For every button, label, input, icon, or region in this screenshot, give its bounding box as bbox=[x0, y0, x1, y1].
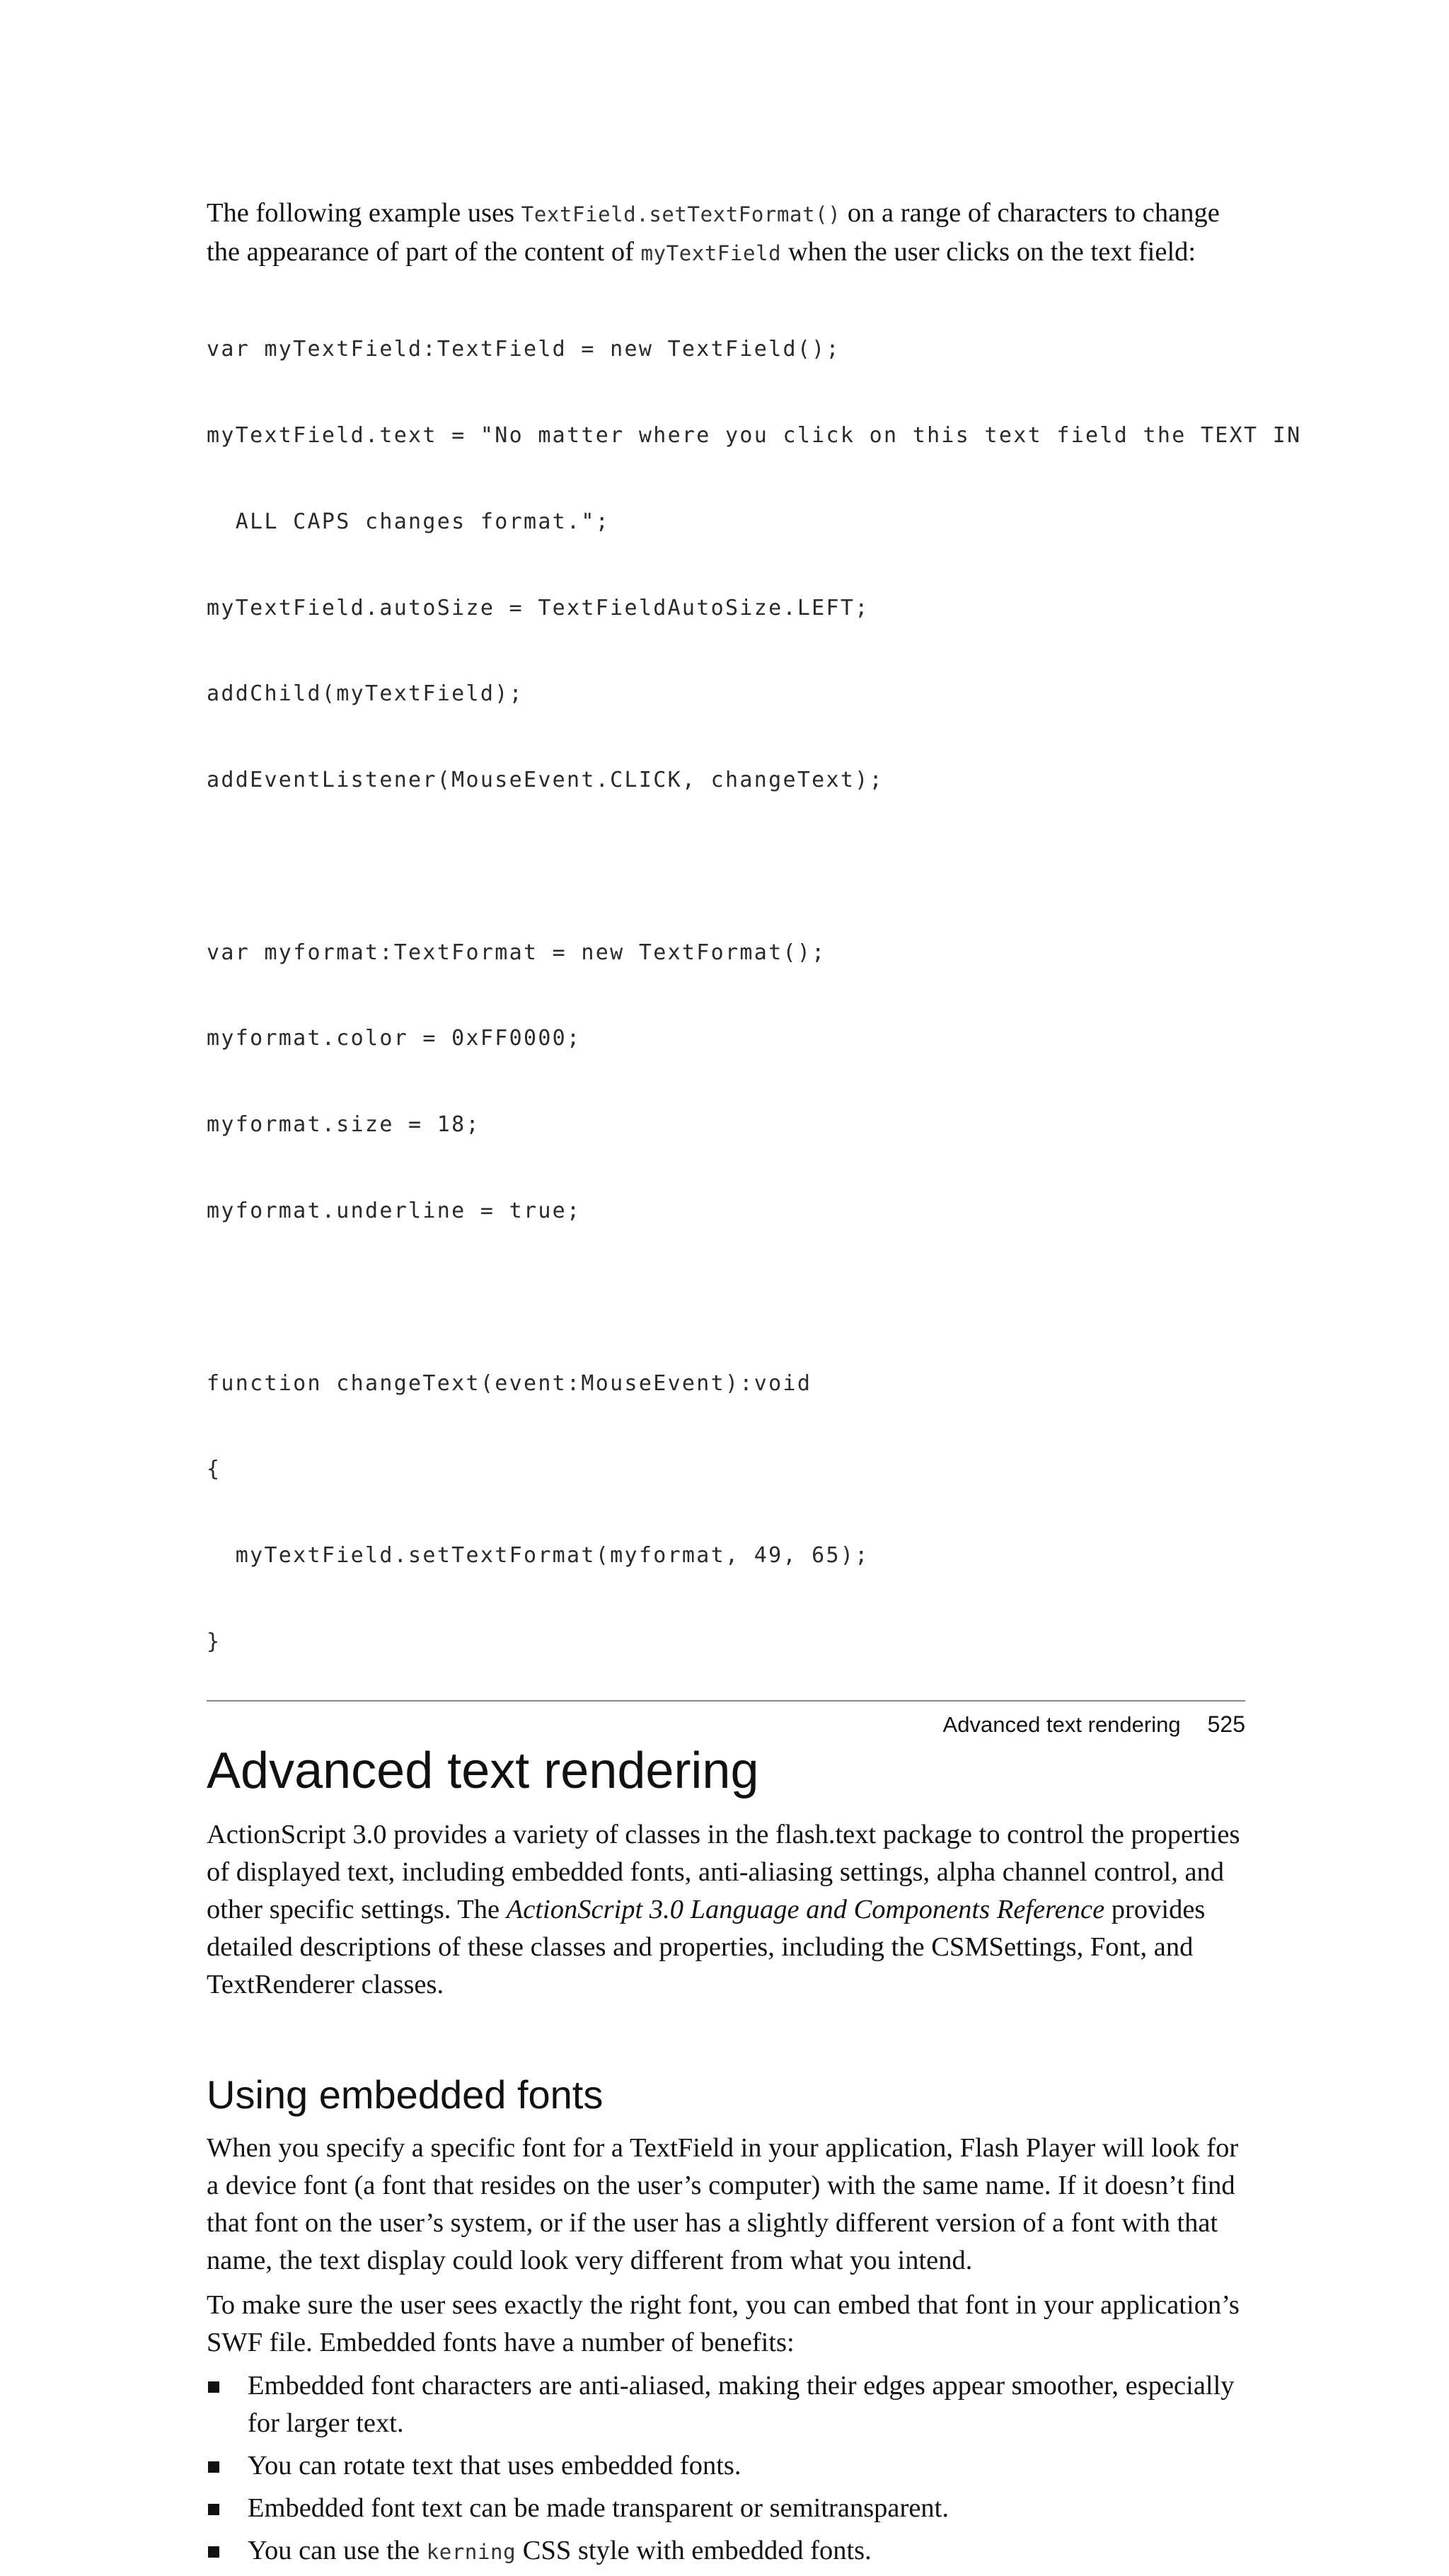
inline-code-settextformat: TextField.setTextFormat() bbox=[521, 202, 841, 226]
intro-text-1: The following example uses bbox=[207, 198, 521, 228]
inline-code-mytextfield: myTextField bbox=[640, 241, 782, 265]
code-block bbox=[207, 278, 1302, 1714]
inline-code-kerning: kerning bbox=[426, 2539, 516, 2564]
footer-section-title: Advanced text rendering bbox=[942, 1712, 1181, 1737]
subsection-paragraph-1: When you specify a specific font for a TextField in your application, Flash Player will look for a device font (a font that resides on the user’s computer) with the same name. If it doesn’t find that font on the user’s system, or if the user has a slightly different version of a font with that name, the text display could look very different from what you intend. bbox=[207, 2132, 1239, 2275]
code-line: myformat.size = 18; bbox=[207, 1112, 480, 1138]
list-item-text-1: You can use the bbox=[248, 2535, 427, 2565]
bullet-square-icon bbox=[208, 2504, 219, 2515]
list-item-text: Embedded font text can be made transparent or semitransparent. bbox=[248, 2493, 949, 2523]
code-line: addEventListener(MouseEvent.CLICK, changeText); bbox=[207, 768, 884, 793]
page-content bbox=[207, 195, 1302, 2576]
list-item-text: You can rotate text that uses embedded fonts. bbox=[248, 2450, 741, 2480]
list-item bbox=[207, 2447, 1245, 2485]
code-line: myTextField.text = "No matter where you click on this text field the TEXT IN bbox=[207, 422, 1302, 448]
bullet-square-icon bbox=[208, 2546, 219, 2558]
reference-title: ActionScript 3.0 Language and Components Reference bbox=[506, 1894, 1105, 1924]
section-heading: Advanced text rendering bbox=[207, 1742, 759, 1799]
section-text-2: provides detailed descriptions of these classes and properties, including the CSMSettings, Font, and TextRenderer classes. bbox=[207, 1894, 1206, 1999]
code-line: var myformat:TextFormat = new TextFormat(); bbox=[207, 940, 826, 965]
footer-divider bbox=[207, 1700, 1245, 1702]
bullet-square-icon bbox=[208, 2381, 219, 2393]
benefits-list bbox=[207, 2367, 1245, 2571]
subsection-heading: Using embedded fonts bbox=[207, 2072, 604, 2117]
code-line: myTextField.autoSize = TextFieldAutoSize.LEFT; bbox=[207, 595, 870, 620]
intro-paragraph bbox=[207, 195, 1245, 272]
intro-text-3: when the user clicks on the text field: bbox=[781, 237, 1196, 267]
code-line: addChild(myTextField); bbox=[207, 681, 524, 707]
list-item bbox=[207, 2490, 1245, 2527]
bullet-square-icon bbox=[208, 2461, 219, 2473]
list-item-text-2: CSS style with embedded fonts. bbox=[516, 2535, 872, 2565]
code-line: ALL CAPS changes format."; bbox=[207, 509, 611, 534]
code-line bbox=[207, 853, 1245, 882]
section-text-1: ActionScript 3.0 provides a variety of classes in the flash.text package to control the properties of displayed text, including embedded fonts, anti-aliasing settings, alpha channel control, and other specific settings. The bbox=[207, 1819, 1240, 1924]
code-line: myformat.color = 0xFF0000; bbox=[207, 1026, 582, 1051]
list-item bbox=[207, 2532, 1245, 2571]
code-line: myformat.underline = true; bbox=[207, 1199, 582, 1223]
code-line: } bbox=[207, 1629, 221, 1654]
page-footer bbox=[207, 1711, 1245, 1738]
code-line: myTextField.setTextFormat(myformat, 49, 65); bbox=[207, 1543, 870, 1569]
code-line bbox=[207, 1283, 1245, 1312]
code-line: { bbox=[207, 1457, 221, 1482]
subsection-paragraph-2: To make sure the user sees exactly the right font, you can embed that font in your application’s SWF file. Embedded fonts have a number of benefits: bbox=[207, 2289, 1240, 2357]
code-line: function changeText(event:MouseEvent):void bbox=[207, 1370, 812, 1396]
list-item bbox=[207, 2367, 1245, 2442]
section-paragraph bbox=[207, 1816, 1245, 2004]
intro-text-2: on a range of characters to change the appearance of part of the content of bbox=[207, 198, 1220, 267]
page-number: 525 bbox=[1207, 1711, 1245, 1737]
code-line: var myTextField:TextField = new TextField(); bbox=[207, 337, 841, 362]
list-item-text: Embedded font characters are anti-aliased, making their edges appear smoother, especially for larger text. bbox=[248, 2370, 1235, 2438]
